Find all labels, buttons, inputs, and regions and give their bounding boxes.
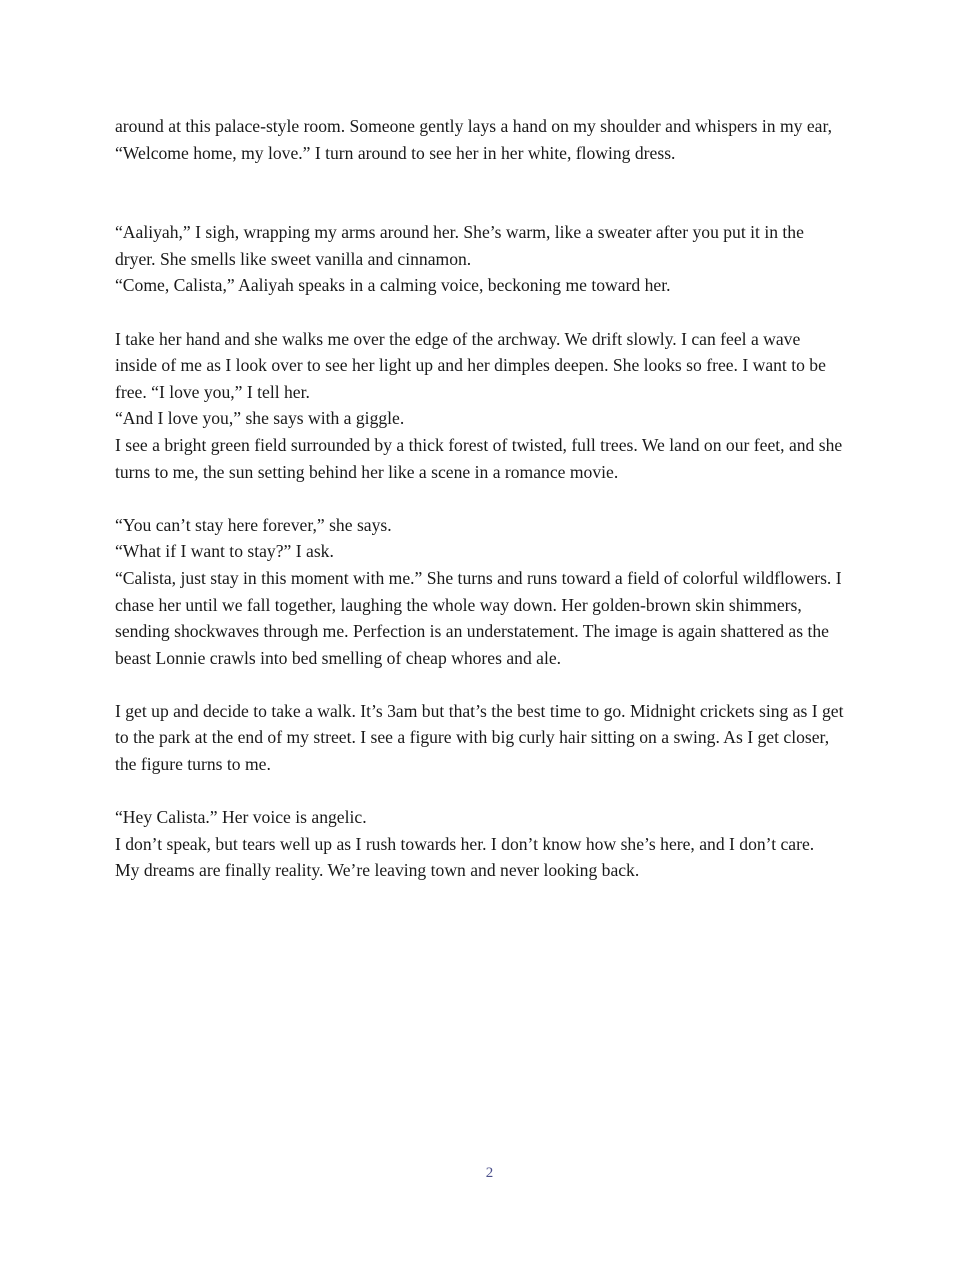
document-body xyxy=(115,113,875,884)
paragraph-spacer xyxy=(115,166,875,219)
paragraph xyxy=(115,804,875,884)
text-line: around at this palace-style room. Someone gently lays a hand on my shoulder and whispers in my ear, xyxy=(115,116,833,136)
text-line: “Calista, just stay in this moment with me.” She turns and runs toward a field of colorful wildflowers. I xyxy=(115,567,842,588)
paragraph-spacer xyxy=(115,299,875,326)
text-line: “Hey Calista.” Her voice is angelic. xyxy=(115,807,367,828)
text-line: to the park at the end of my street. I see a figure with big curly hair sitting on a swing. As I get closer, xyxy=(115,727,830,748)
text-line: the figure turns to me. xyxy=(115,754,271,775)
text-line: My dreams are finally reality. We’re leaving town and never looking back. xyxy=(115,860,640,881)
paragraph xyxy=(115,512,875,672)
paragraph xyxy=(115,219,875,299)
text-line: I see a bright green field surrounded by a thick forest of twisted, full trees. We land on our feet, and she xyxy=(115,434,843,455)
text-line: I get up and decide to take a walk. It’s 3am but that’s the best time to go. Midnight crickets sing as I get xyxy=(115,700,844,721)
text-line: I don’t speak, but tears well up as I rush towards her. I don’t know how she’s here, and I don’t care. xyxy=(115,833,815,854)
text-line: “And I love you,” she says with a giggle. xyxy=(115,408,405,429)
paragraph-spacer xyxy=(115,485,875,512)
text-line: sending shockwaves through me. Perfection is an understatement. The image is again shattered as the xyxy=(115,621,829,642)
page-number: 2 xyxy=(485,1165,494,1181)
text-line: “Aaliyah,” I sigh, wrapping my arms around her. She’s warm, like a sweater after you put it in the xyxy=(115,222,804,243)
text-line: chase her until we fall together, laughing the whole way down. Her golden-brown skin shimmers, xyxy=(115,594,802,615)
text-line: “Come, Calista,” Aaliyah speaks in a calming voice, beckoning me toward her. xyxy=(115,275,671,296)
text-line: turns to me, the sun setting behind her like a scene in a romance movie. xyxy=(115,461,619,482)
text-line: inside of me as I look over to see her light up and her dimples deepen. She looks so free. I want to be xyxy=(115,355,826,376)
text-line: dryer. She smells like sweet vanilla and cinnamon. xyxy=(115,248,472,269)
paragraph xyxy=(115,326,875,486)
paragraph-spacer xyxy=(115,778,875,805)
paragraph-spacer xyxy=(115,671,875,698)
text-line: “You can’t stay here forever,” she says. xyxy=(115,514,392,535)
text-line: free. “I love you,” I tell her. xyxy=(115,381,310,402)
text-line: “Welcome home, my love.” I turn around to see her in her white, flowing dress. xyxy=(115,142,676,163)
text-line: I take her hand and she walks me over the edge of the archway. We drift slowly. I can feel a wave xyxy=(115,328,801,349)
text-line: beast Lonnie crawls into bed smelling of cheap whores and ale. xyxy=(115,647,562,668)
paragraph xyxy=(115,698,875,778)
paragraph xyxy=(115,113,875,166)
text-line: “What if I want to stay?” I ask. xyxy=(115,541,334,562)
